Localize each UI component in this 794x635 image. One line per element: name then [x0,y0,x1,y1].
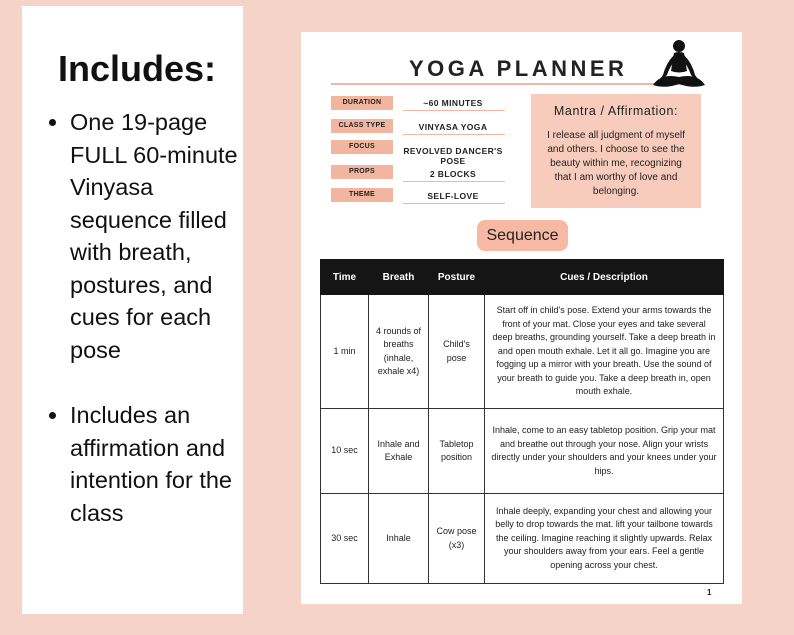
time-cell: 10 sec [321,409,369,494]
field-underline [403,110,505,111]
field-label: THEME [331,188,393,202]
cue-cell: Inhale, come to an easy tabletop position. Grip your mat and breathe out through your nose. Align your wrists directly under your shoulders and your knees under your hips. [485,409,724,494]
promo-bullet: • One 19-page FULL 60-minute Vinyasa sequence filled with breath, postures, and cues for each pose [70,106,245,366]
header-breath: Breath [369,260,429,295]
promo-bullet: • Includes an affirmation and intention for the class [70,399,245,529]
meditating-person-icon [647,37,711,97]
header-posture: Posture [429,260,485,295]
table-row [321,494,724,584]
time-cell: 30 sec [321,494,369,584]
field-underline [403,181,505,182]
mantra-box [531,94,701,208]
field-label: CLASS TYPE [331,119,393,133]
time-cell: 1 min [321,295,369,409]
header-cues: Cues / Description [485,260,724,295]
field-label: DURATION [331,96,393,110]
posture-cell: Cow pose (x3) [429,494,485,584]
field-label: FOCUS [331,140,393,154]
table-row [321,295,724,409]
field-value: VINYASA YOGA [418,122,488,132]
breath-cell: Inhale [369,494,429,584]
mantra-text: I release all judgment of myself and others. I choose to see the beauty within me, recognizing that I am worthy of love and belonging. [547,130,685,197]
field-value: SELF-LOVE [427,191,479,201]
cue-cell: Inhale deeply, expanding your chest and allowing your belly to drop towards the mat. lift your tailbone towards the ceiling. Imagine reaching it slightly upwards. Relax your shoulders away from your ears. Feel a gentle opening across your chest. [485,494,724,584]
posture-cell: Tabletop position [429,409,485,494]
header-time: Time [321,260,369,295]
sequence-table [320,259,724,584]
promo-bullet-list [48,106,245,529]
mantra-heading: Mantra / Affirmation: [553,104,679,118]
breath-cell: Inhale and Exhale [369,409,429,494]
field-value: 2 BLOCKS [429,169,477,179]
promo-heading: Includes: [58,48,217,89]
cue-cell: Start off in child's pose. Extend your arms towards the front of your mat. Close your eyes and take several deep breaths, grounding yourself. Take a deep breath in and open mouth exhale. Let it all go. Imagine you are fogging up a mirror with your breath. Use the sound of your breath to guide you. Take a deep breath in, open mouth exhale. [485,295,724,409]
field-underline [403,134,505,135]
sequence-label: Sequence [477,220,568,251]
field-value: ~60 MINUTES [423,98,483,108]
field-label: PROPS [331,165,393,179]
title-divider [331,83,697,85]
promo-card [22,6,243,614]
page-number: 1 [707,588,712,597]
planner-title: YOGA PLANNER [409,56,628,81]
field-value: REVOLVED DANCER'S POSE [403,146,503,166]
table-row [321,409,724,494]
posture-cell: Child's pose [429,295,485,409]
planner-page [301,32,742,604]
breath-cell: 4 rounds of breaths (inhale, exhale x4) [369,295,429,409]
table-header-row [321,260,724,295]
field-underline [403,203,505,204]
